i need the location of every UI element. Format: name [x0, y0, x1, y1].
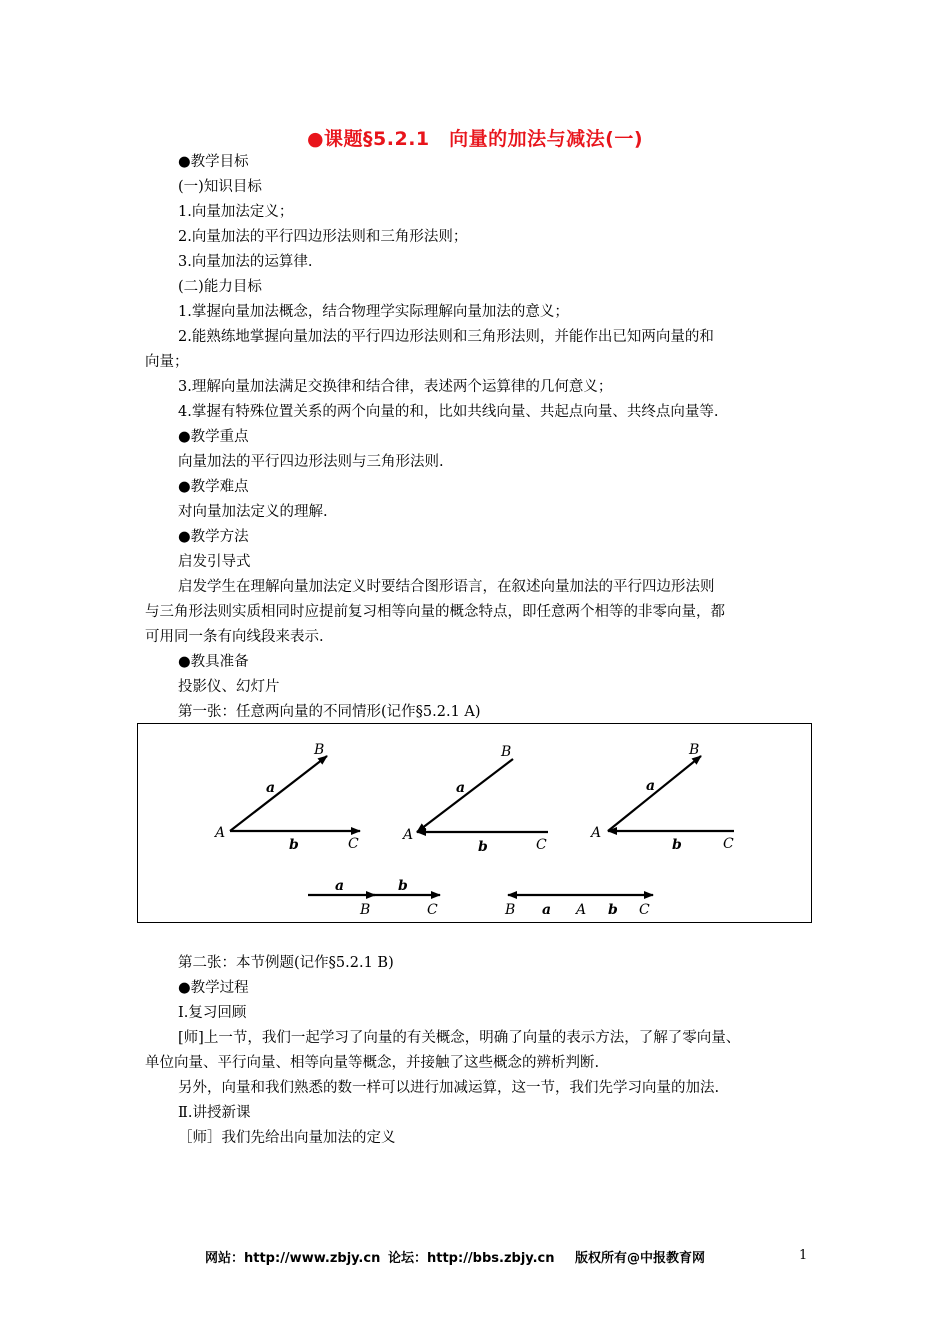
- label-A: A: [215, 825, 226, 841]
- label-a: a: [456, 780, 466, 796]
- text-line: 对向量加法定义的理解.: [178, 504, 328, 520]
- label-B: B: [505, 902, 516, 918]
- label-C: C: [348, 836, 359, 852]
- label-b: b: [478, 839, 488, 855]
- text-line: 启发引导式: [178, 554, 251, 570]
- text-line: 第二张：本节例题(记作§5.2.1 B): [178, 955, 394, 971]
- text-line: 2.向量加法的平行四边形法则和三角形法则；: [178, 229, 468, 245]
- text-line: 启发学生在理解向量加法定义时要结合图形语言，在叙述向量加法的平行四边形法则: [178, 579, 715, 595]
- document-title: ●课题§5.2.1 向量的加法与减法(一): [306, 128, 644, 150]
- text-line: 3.向量加法的运算律.: [178, 254, 313, 270]
- heading-process: ●教学过程: [178, 980, 249, 996]
- text-line: [师]上一节，我们一起学习了向量的有关概念，明确了向量的表示方法，了解了零向量、: [178, 1030, 741, 1046]
- text-line: 3.理解向量加法满足交换律和结合律，表述两个运算律的几何意义；: [178, 379, 613, 395]
- diagram-collinear-same: [308, 878, 440, 918]
- label-b: b: [672, 837, 682, 853]
- text-line: 投影仪、幻灯片: [178, 679, 280, 695]
- text-line: 单位向量、平行向量、相等向量等概念，并接触了这些概念的辨析判断.: [145, 1055, 600, 1071]
- text-line: 另外，向量和我们熟悉的数一样可以进行加减运算，这一节，我们先学习向量的加法.: [178, 1080, 720, 1096]
- footer-forum: 论坛：http://bbs.zbjy.cn: [388, 1251, 555, 1266]
- text-line: 1.掌握向量加法概念，结合物理学实际理解向量加法的意义；: [178, 304, 569, 320]
- vector-diagrams: [138, 724, 813, 924]
- footer-copyright: 版权所有@中报教育网: [575, 1251, 706, 1266]
- label-a: a: [646, 778, 656, 794]
- label-A: A: [576, 902, 587, 918]
- subheading-knowledge: (一)知识目标: [178, 179, 262, 195]
- text-line: 向量；: [145, 354, 189, 370]
- text-line: 第一张：任意两向量的不同情形(记作§5.2.1 A): [178, 704, 481, 720]
- label-b: b: [289, 837, 299, 853]
- heading-key-points: ●教学重点: [178, 429, 249, 445]
- heading-objectives: ●教学目标: [178, 154, 249, 170]
- text-line: 可用同一条有向线段来表示.: [145, 629, 324, 645]
- label-b: b: [608, 902, 618, 918]
- diagram-mixed: [589, 742, 734, 853]
- text-line: 1.向量加法定义；: [178, 204, 294, 220]
- subheading-review: Ⅰ.复习回顾: [178, 1005, 247, 1021]
- vector-figure: [137, 723, 812, 923]
- diagram-collinear-opposite: [504, 895, 653, 918]
- subheading-ability: (二)能力目标: [178, 279, 262, 295]
- label-a: a: [335, 878, 345, 894]
- label-C: C: [427, 902, 438, 918]
- heading-preparation: ●教具准备: [178, 654, 249, 670]
- label-C: C: [536, 837, 547, 853]
- label-B: B: [314, 742, 325, 758]
- text-line: ［师］我们先给出向量加法的定义: [178, 1130, 396, 1146]
- label-C: C: [639, 902, 650, 918]
- text-line: 2.能熟练地掌握向量加法的平行四边形法则和三角形法则，并能作出已知两向量的和: [178, 329, 714, 345]
- label-A: A: [403, 827, 414, 843]
- heading-difficulties: ●教学难点: [178, 479, 249, 495]
- label-B: B: [689, 742, 700, 758]
- vector-a-arrow: [230, 756, 327, 831]
- label-a: a: [266, 780, 276, 796]
- heading-method: ●教学方法: [178, 529, 249, 545]
- label-C: C: [723, 836, 734, 852]
- footer-site: 网站：http://www.zbjy.cn: [205, 1251, 381, 1266]
- diagram-common-start: [213, 742, 360, 853]
- label-B: B: [501, 744, 512, 760]
- diagram-common-end: [401, 744, 548, 855]
- page-number: 1: [799, 1248, 808, 1263]
- label-a: a: [542, 902, 552, 918]
- text-line: 4.掌握有特殊位置关系的两个向量的和，比如共线向量、共起点向量、共终点向量等.: [178, 404, 719, 420]
- text-line: 向量加法的平行四边形法则与三角形法则.: [178, 454, 444, 470]
- label-A: A: [591, 825, 602, 841]
- label-B: B: [360, 902, 371, 918]
- label-b: b: [398, 878, 408, 894]
- subheading-new-lesson: Ⅱ.讲授新课: [178, 1105, 251, 1121]
- text-line: 与三角形法则实质相同时应提前复习相等向量的概念特点，即任意两个相等的非零向量，都: [145, 604, 725, 620]
